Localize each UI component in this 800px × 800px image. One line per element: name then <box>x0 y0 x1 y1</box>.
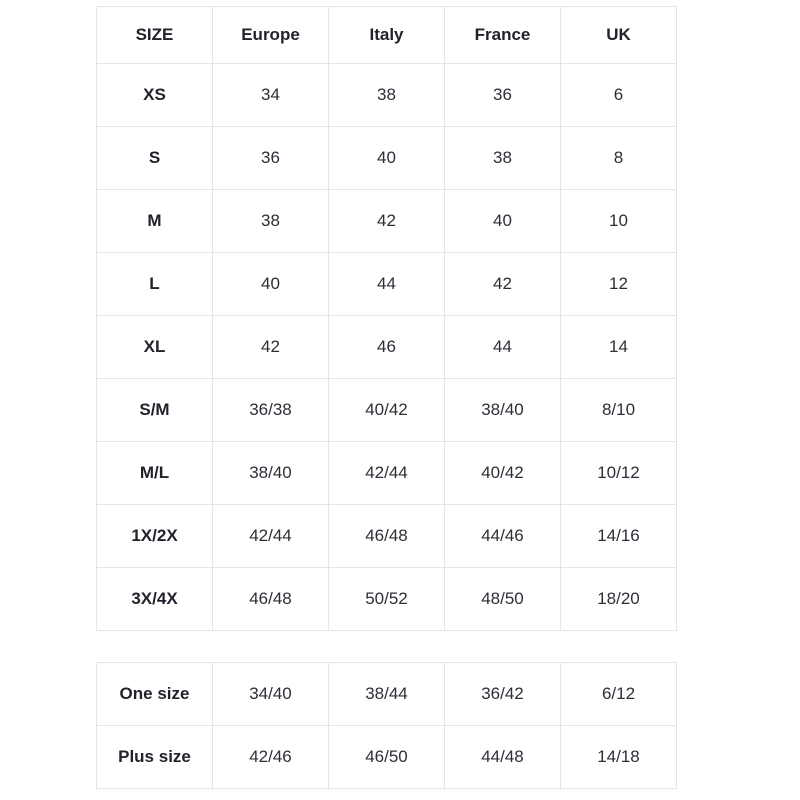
cell-europe: 34/40 <box>213 663 329 726</box>
row-label: M/L <box>97 442 213 505</box>
table-row <box>97 64 677 127</box>
table-row <box>97 316 677 379</box>
cell-uk: 10 <box>561 190 677 253</box>
table-row <box>97 190 677 253</box>
cell-uk: 6 <box>561 64 677 127</box>
cell-france: 38/40 <box>445 379 561 442</box>
cell-uk: 8 <box>561 127 677 190</box>
table-row <box>97 253 677 316</box>
cell-uk: 14/16 <box>561 505 677 568</box>
cell-italy: 42/44 <box>329 442 445 505</box>
cell-italy: 46/48 <box>329 505 445 568</box>
size-conversion-table <box>96 6 677 631</box>
row-label-one-size: One size <box>97 663 213 726</box>
row-label: 1X/2X <box>97 505 213 568</box>
cell-france: 44 <box>445 316 561 379</box>
one-size-plus-size-table <box>96 662 677 789</box>
cell-europe: 42/46 <box>213 726 329 789</box>
table-header-row <box>97 7 677 64</box>
cell-uk: 14 <box>561 316 677 379</box>
column-header-france: France <box>445 7 561 64</box>
table-row <box>97 726 677 789</box>
cell-italy: 40 <box>329 127 445 190</box>
cell-france: 36/42 <box>445 663 561 726</box>
cell-europe: 38 <box>213 190 329 253</box>
row-label: 3X/4X <box>97 568 213 631</box>
cell-france: 36 <box>445 64 561 127</box>
cell-uk: 14/18 <box>561 726 677 789</box>
table-row <box>97 442 677 505</box>
row-label: XL <box>97 316 213 379</box>
cell-italy: 40/42 <box>329 379 445 442</box>
cell-italy: 46 <box>329 316 445 379</box>
cell-france: 40 <box>445 190 561 253</box>
cell-uk: 10/12 <box>561 442 677 505</box>
cell-france: 42 <box>445 253 561 316</box>
table-row <box>97 505 677 568</box>
cell-france: 40/42 <box>445 442 561 505</box>
cell-europe: 42/44 <box>213 505 329 568</box>
column-header-europe: Europe <box>213 7 329 64</box>
cell-france: 44/48 <box>445 726 561 789</box>
cell-europe: 36/38 <box>213 379 329 442</box>
cell-europe: 42 <box>213 316 329 379</box>
row-label: XS <box>97 64 213 127</box>
row-label: L <box>97 253 213 316</box>
cell-france: 38 <box>445 127 561 190</box>
cell-europe: 40 <box>213 253 329 316</box>
column-header-size: SIZE <box>97 7 213 64</box>
cell-europe: 38/40 <box>213 442 329 505</box>
cell-uk: 12 <box>561 253 677 316</box>
cell-uk: 18/20 <box>561 568 677 631</box>
cell-france: 44/46 <box>445 505 561 568</box>
cell-italy: 46/50 <box>329 726 445 789</box>
cell-europe: 36 <box>213 127 329 190</box>
cell-italy: 38/44 <box>329 663 445 726</box>
cell-uk: 6/12 <box>561 663 677 726</box>
cell-italy: 38 <box>329 64 445 127</box>
column-header-uk: UK <box>561 7 677 64</box>
row-label-plus-size: Plus size <box>97 726 213 789</box>
cell-italy: 50/52 <box>329 568 445 631</box>
cell-italy: 42 <box>329 190 445 253</box>
cell-italy: 44 <box>329 253 445 316</box>
table-row <box>97 663 677 726</box>
column-header-italy: Italy <box>329 7 445 64</box>
cell-europe: 34 <box>213 64 329 127</box>
cell-france: 48/50 <box>445 568 561 631</box>
row-label: S/M <box>97 379 213 442</box>
table-row <box>97 127 677 190</box>
cell-europe: 46/48 <box>213 568 329 631</box>
cell-uk: 8/10 <box>561 379 677 442</box>
row-label: S <box>97 127 213 190</box>
row-label: M <box>97 190 213 253</box>
table-row <box>97 379 677 442</box>
table-row <box>97 568 677 631</box>
